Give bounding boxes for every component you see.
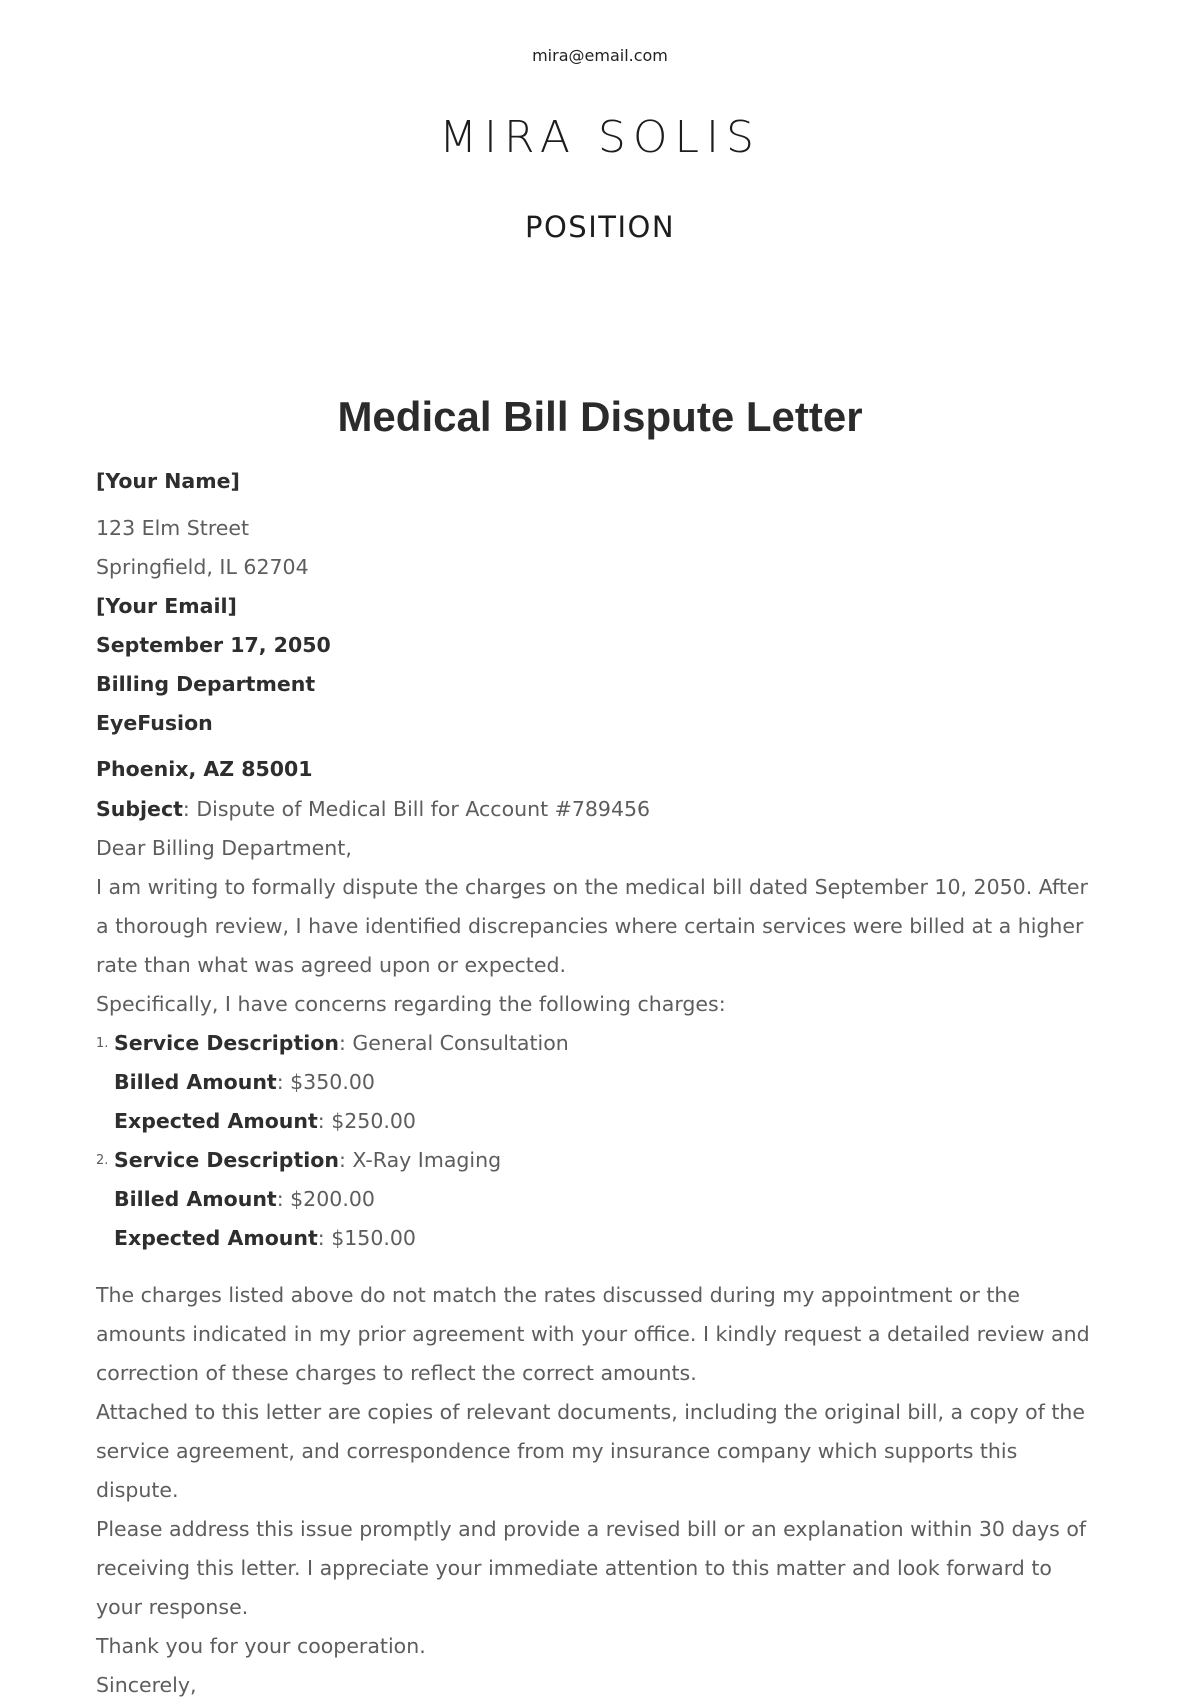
mismatch-paragraph: The charges listed above do not match the rates discussed during my appointment or the amounts indicated in my prior agreement with your office. I kindly request a detailed review and correction of these charges to reflect the correct amounts. — [96, 1283, 1090, 1385]
thanks-line: Thank you for your cooperation. — [96, 1634, 426, 1658]
list-item-number: 1. — [96, 1036, 109, 1051]
closing-line: Sincerely, — [96, 1673, 197, 1697]
sender-city: Springfield, IL 62704 — [96, 555, 309, 579]
letter-date: September 17, 2050 — [96, 633, 331, 657]
salutation: Dear Billing Department, — [96, 836, 352, 860]
document-title: Medical Bill Dispute Letter — [337, 393, 863, 440]
header-email: mira@email.com — [532, 46, 668, 65]
billed-amount-line — [114, 1180, 375, 1219]
sender-email: [Your Email] — [96, 594, 237, 618]
subject-label: Subject — [96, 797, 183, 821]
billed-amount-value: : $350.00 — [276, 1070, 375, 1094]
sender-name: [Your Name] — [96, 469, 240, 493]
service-description-value: : X-Ray Imaging — [338, 1148, 502, 1172]
subject-line — [96, 790, 1104, 829]
billed-amount-label: Billed Amount — [114, 1070, 277, 1094]
attached-paragraph: Attached to this letter are copies of relevant documents, including the original bill, a copy of the service agreement, and correspondence from my insurance company which supports this dispute. — [96, 1400, 1086, 1502]
concerns-line: Specifically, I have concerns regarding the following charges: — [96, 992, 726, 1016]
header-name: MIRA SOLIS — [439, 112, 761, 163]
service-description-line — [114, 1024, 569, 1063]
billed-amount-label: Billed Amount — [114, 1187, 277, 1211]
recipient-company: EyeFusion — [96, 711, 213, 735]
expected-amount-line — [114, 1102, 416, 1141]
header-position: POSITION — [524, 210, 676, 244]
expected-amount-value: : $250.00 — [317, 1109, 416, 1133]
list-item-number: 2. — [96, 1153, 109, 1168]
request-paragraph: Please address this issue promptly and provide a revised bill or an explanation within 30 days of receiving this letter. I appreciate your immediate attention to this matter and look forward to your response. — [96, 1517, 1087, 1619]
service-description-line — [114, 1141, 501, 1180]
subject-text: : Dispute of Medical Bill for Account #789456 — [182, 797, 651, 821]
sender-street: 123 Elm Street — [96, 516, 250, 540]
expected-amount-value: : $150.00 — [317, 1226, 416, 1250]
recipient-city: Phoenix, AZ 85001 — [96, 757, 313, 781]
intro-paragraph: I am writing to formally dispute the charges on the medical bill dated September 10, 2050. After a thorough review, I have identified discrepancies where certain services were billed at a higher rate than what was agreed upon or expected. — [96, 875, 1088, 977]
service-description-value: : General Consultation — [338, 1031, 569, 1055]
service-description-label: Service Description — [114, 1031, 339, 1055]
expected-amount-label: Expected Amount — [114, 1226, 318, 1250]
expected-amount-line — [114, 1219, 416, 1258]
service-description-label: Service Description — [114, 1148, 339, 1172]
expected-amount-label: Expected Amount — [114, 1109, 318, 1133]
recipient-department: Billing Department — [96, 672, 316, 696]
billed-amount-line — [114, 1063, 375, 1102]
billed-amount-value: : $200.00 — [276, 1187, 375, 1211]
